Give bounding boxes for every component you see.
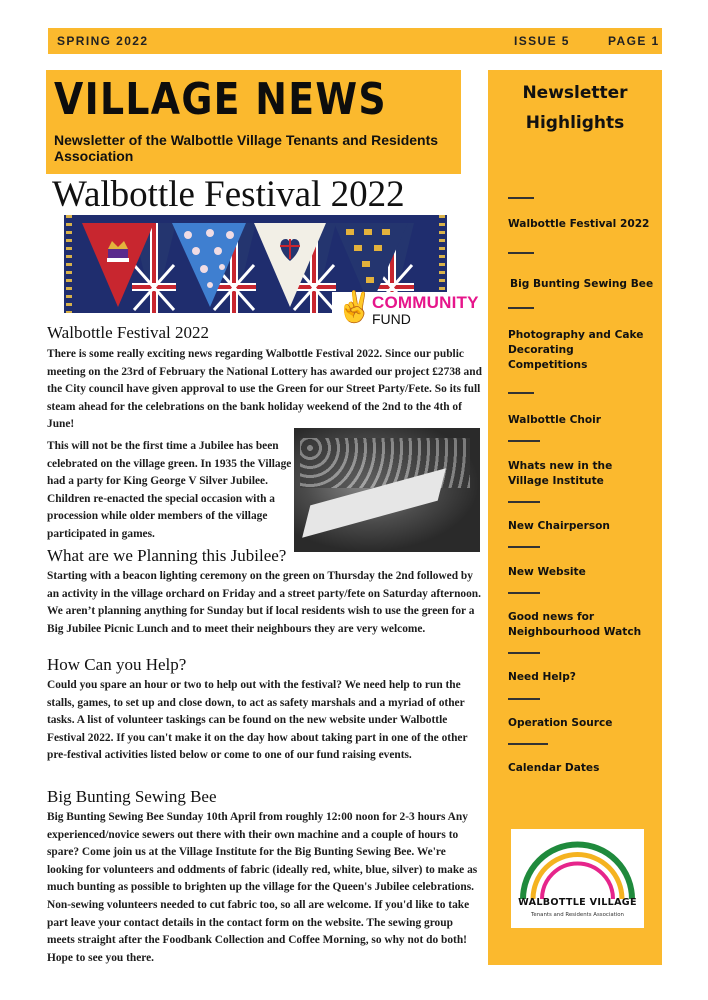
article-festival-history [47, 438, 292, 544]
divider [508, 698, 540, 700]
jubilee-1935-photo [294, 428, 480, 552]
divider [508, 592, 540, 594]
divider [508, 652, 540, 654]
crossed-fingers-icon: ✌ [336, 291, 374, 324]
divider [508, 197, 534, 199]
highlight-competitions[interactable]: Photography and Cake Decorating Competitions [508, 329, 644, 371]
divider [508, 546, 540, 548]
issue-header-bar [48, 28, 662, 54]
article-heading: What are we Planning this Jubilee? [47, 546, 287, 565]
highlight-village-institute[interactable]: Whats new in the Village Institute [508, 460, 613, 487]
rainbow-arc-icon [517, 835, 638, 899]
article-festival [47, 323, 482, 434]
highlight-neighbourhood-watch[interactable]: Good news for Neighbourhood Watch [508, 611, 642, 638]
border-decoration [66, 215, 72, 313]
newsletter-subtitle: Newsletter of the Walbottle Village Tenants and Residents Association [54, 132, 439, 164]
highlight-new-chairperson[interactable]: New Chairperson [508, 520, 610, 532]
article-sewing-bee [47, 787, 482, 967]
article-body: Could you spare an hour or two to help out with the festival? We need help to run the stalls, games, to set up and close down, to act as safety marshals and a myriad of other tasks. A list of volunteer taskings can be found on the new website under Walbottle Festival 2022. If you can't make it on the day how about taking part in one of the other pre-festival activities listed below or come to one of our fund raising events. [47, 679, 468, 762]
community-fund-line2: FUND [372, 311, 411, 327]
logo-subtitle: Tenants and Residents Association [531, 912, 624, 918]
photo-crowd [300, 438, 470, 488]
community-fund-line1: COMMUNITY [372, 293, 479, 312]
season-label: SPRING 2022 [57, 34, 149, 48]
divider [508, 743, 548, 745]
sidebar-title: Newsletter Highlights [522, 83, 628, 133]
article-body: Starting with a beacon lighting ceremony on the green on Thursday the 2nd followed by an activity in the village orchard on Friday and a street party/fete on Saturday afternoon. We aren’t planning anything for Sunday but if local residents wish to use the green for a Big Jubilee Picnic Lunch and to meet their neighbours they are very welcome. [47, 570, 481, 635]
article-body: Big Bunting Sewing Bee Sunday 10th April from roughly 12:00 noon for 2-3 hours Any experienced/novice sewers out there with their own machine and a couple of hours to spare? Come join us at the Village Institute for the Big Bunting Sewing Bee. We're looking for volunteers and oddments of fabric (ideally red, white, blue, silver) to make as much bunting as possible to brighten up the village for the Queen's Jubilee celebrations. Non-sewing volunteers needed to cut fabric too, so all are welcome. If you'd like to take part leave your contact details in the contact form on the website. The sewing group meets straight after the Foodbank Collection and Coffee Morning, so why not do both! Hope to see you there. [47, 811, 478, 964]
walbottle-village-logo [511, 829, 644, 928]
highlight-need-help[interactable]: Need Help? [508, 671, 576, 683]
divider [508, 501, 540, 503]
divider [508, 252, 534, 254]
article-heading: Big Bunting Sewing Bee [47, 787, 217, 806]
divider [508, 307, 534, 309]
highlight-walbottle-festival[interactable]: Walbottle Festival 2022 [508, 218, 650, 230]
article-heading: How Can you Help? [47, 655, 187, 674]
highlight-choir[interactable]: Walbottle Choir [508, 414, 602, 426]
page-number: PAGE 1 [608, 34, 660, 48]
article-planning [47, 546, 482, 638]
feature-title: Walbottle Festival 2022 [52, 174, 405, 215]
highlight-new-website[interactable]: New Website [508, 566, 586, 578]
divider [508, 392, 534, 394]
article-body: There is some really exciting news regarding Walbottle Festival 2022. Since our public meeting on the 23rd of February the National Lottery has awarded our project £2738 and the City council have given approval to use the Green for our Street Party/Fete. So its full steam ahead for the celebrations on the bank holiday weekend of the 2nd to the 4th of June! [47, 348, 482, 431]
article-body: This will not be the first time a Jubilee has been celebrated on the village green. In 1935 the Village had a party for King George V Silver Jubilee. Children re-enacted the special occasion with a procession while older members of the village participated in games. [47, 440, 292, 540]
article-heading: Walbottle Festival 2022 [47, 323, 209, 342]
highlight-sewing-bee[interactable]: Big Bunting Sewing Bee [510, 278, 654, 290]
issue-number: ISSUE 5 [514, 34, 570, 48]
masthead [46, 70, 461, 174]
logo-title: WALBOTTLE VILLAGE [518, 897, 637, 908]
newsletter-title: VILLAGE NEWS [54, 74, 387, 125]
article-help [47, 655, 482, 765]
divider [508, 440, 540, 442]
highlight-calendar-dates[interactable]: Calendar Dates [508, 762, 600, 774]
highlight-operation-source[interactable]: Operation Source [508, 717, 613, 729]
